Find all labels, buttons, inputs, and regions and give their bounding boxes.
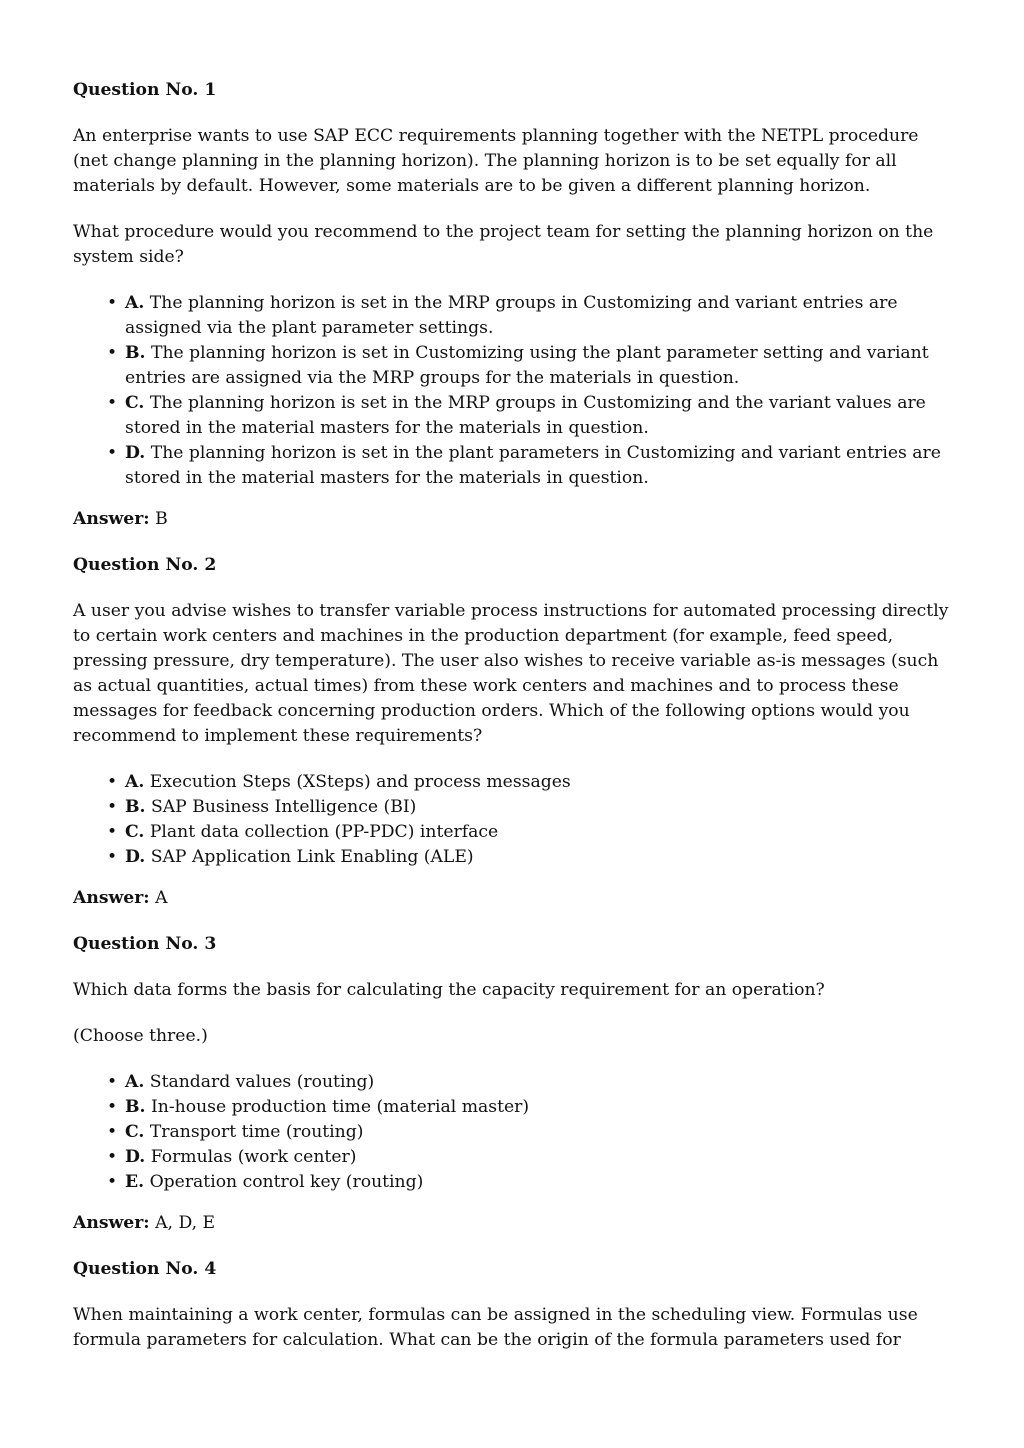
option-text: Transport time (routing) — [149, 1122, 364, 1142]
question-text: An enterprise wants to use SAP ECC requirements planning together with the NETPL procedure (net change planning in the planning horizon). The planning horizon is to be set equally for all materials by default. However, some materials are to be given a different planning horizon. — [73, 126, 919, 196]
option-text: SAP Application Link Enabling (ALE) — [150, 847, 474, 867]
option-text: Standard values (routing) — [149, 1072, 375, 1092]
option-text: SAP Business Intelligence (BI) — [150, 797, 417, 817]
option-text: The planning horizon is set in the plant parameters in Customizing and variant entries are stored in the material masters for the materials in question. — [125, 443, 941, 488]
option-item — [125, 795, 954, 820]
option-item — [125, 391, 954, 441]
question-text: When maintaining a work center, formulas can be assigned in the scheduling view. Formulas use formula parameters for calculation. What can be the origin of the formula parameters used for — [73, 1305, 918, 1350]
option-item — [125, 341, 954, 391]
option-letter: B. — [125, 343, 146, 363]
option-text: Plant data collection (PP-PDC) interface — [149, 822, 499, 842]
question-2 — [73, 553, 954, 911]
answer-line — [73, 1211, 954, 1236]
answer-line — [73, 507, 954, 532]
option-letter: D. — [125, 847, 146, 867]
option-text: Operation control key (routing) — [149, 1172, 424, 1192]
answer-label: Answer: — [73, 509, 150, 529]
answer-value: B — [155, 509, 168, 529]
question-4 — [73, 1257, 954, 1353]
option-item — [125, 1120, 954, 1145]
answer-value: A — [155, 888, 168, 908]
answer-label: Answer: — [73, 888, 150, 908]
question-text: (Choose three.) — [73, 1026, 208, 1046]
option-item — [125, 291, 954, 341]
option-list — [73, 770, 954, 870]
option-list — [73, 291, 954, 491]
option-letter: B. — [125, 797, 146, 817]
option-text: The planning horizon is set in Customizing using the plant parameter setting and variant entries are assigned via the MRP groups for the materials in question. — [125, 343, 929, 388]
option-item — [125, 1170, 954, 1195]
question-text: Which data forms the basis for calculating the capacity requirement for an operation? — [73, 980, 825, 1000]
question-title: Question No. 3 — [73, 934, 217, 954]
option-item — [125, 1095, 954, 1120]
question-3 — [73, 932, 954, 1236]
option-text: The planning horizon is set in the MRP groups in Customizing and variant entries are assigned via the plant parameter settings. — [125, 293, 898, 338]
option-item — [125, 1145, 954, 1170]
option-letter: C. — [125, 1122, 145, 1142]
option-text: Formulas (work center) — [150, 1147, 357, 1167]
answer-line — [73, 886, 954, 911]
question-title: Question No. 4 — [73, 1259, 217, 1279]
option-letter: A. — [125, 772, 145, 792]
question-title: Question No. 2 — [73, 555, 217, 575]
question-1 — [73, 78, 954, 532]
option-item — [125, 845, 954, 870]
option-text: The planning horizon is set in the MRP groups in Customizing and the variant values are stored in the material masters for the materials in question. — [125, 393, 926, 438]
option-letter: C. — [125, 393, 145, 413]
option-item — [125, 820, 954, 845]
option-letter: E. — [125, 1172, 145, 1192]
answer-value: A, D, E — [155, 1213, 216, 1233]
option-letter: A. — [125, 293, 145, 313]
option-letter: A. — [125, 1072, 145, 1092]
option-letter: D. — [125, 1147, 146, 1167]
option-text: In-house production time (material master) — [150, 1097, 530, 1117]
question-title: Question No. 1 — [73, 80, 217, 100]
option-item — [125, 441, 954, 491]
option-text: Execution Steps (XSteps) and process messages — [149, 772, 571, 792]
answer-label: Answer: — [73, 1213, 150, 1233]
option-list — [73, 1070, 954, 1195]
question-text: A user you advise wishes to transfer variable process instructions for automated processing directly to certain work centers and machines in the production department (for example, feed speed, pressing pressure, dry temperature). The user also wishes to receive variable as-is messages (such as actual quantities, actual times) from these work centers and machines and to process these messages for feedback concerning production orders. Which of the following options would you recommend to implement these requirements? — [73, 601, 949, 746]
option-letter: B. — [125, 1097, 146, 1117]
option-item — [125, 1070, 954, 1095]
option-item — [125, 770, 954, 795]
option-letter: D. — [125, 443, 146, 463]
question-text: What procedure would you recommend to the project team for setting the planning horizon on the system side? — [73, 222, 934, 267]
option-letter: C. — [125, 822, 145, 842]
